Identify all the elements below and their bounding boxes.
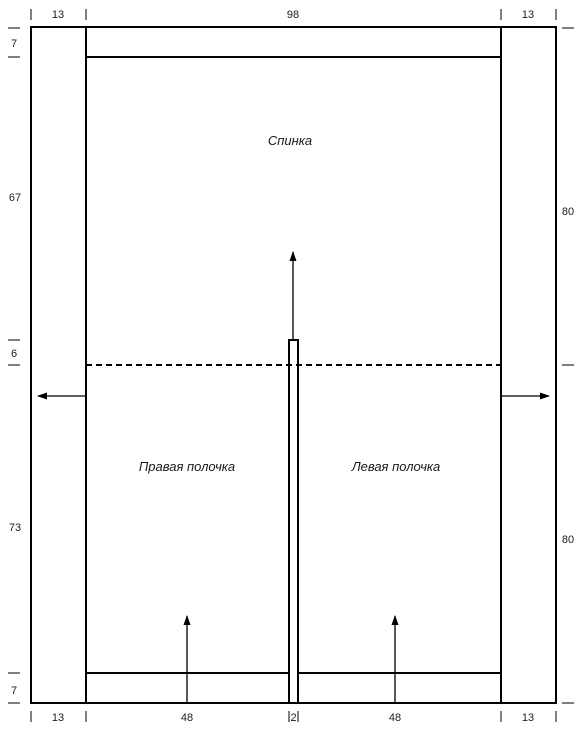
dim-bottom-left-front: 48 (388, 712, 402, 724)
dim-bottom-right-sleeve: 13 (521, 712, 535, 724)
front-opening (289, 340, 298, 703)
dim-right-lower: 80 (561, 534, 575, 546)
dim-bottom-left-sleeve: 13 (51, 712, 65, 724)
dim-top-right-sleeve: 13 (521, 9, 535, 21)
direction-arrows (38, 252, 549, 703)
dim-bottom-right-front: 48 (180, 712, 194, 724)
dim-left-bottom-band: 7 (10, 685, 18, 697)
dim-top-left-sleeve: 13 (51, 9, 65, 21)
left-front-label: Левая полочка (351, 459, 441, 474)
back-label: Спинка (267, 133, 313, 148)
dim-left-top-band: 7 (10, 38, 18, 50)
dim-bottom-gap: 2 (290, 712, 297, 724)
dim-top-width: 98 (286, 9, 300, 21)
garment-outline (31, 27, 556, 703)
dim-right-upper: 80 (561, 206, 575, 218)
dim-left-middle: 6 (10, 348, 18, 360)
dim-left-front: 73 (8, 522, 22, 534)
right-front-label: Правая полочка (138, 459, 236, 474)
dim-left-back: 67 (8, 192, 22, 204)
